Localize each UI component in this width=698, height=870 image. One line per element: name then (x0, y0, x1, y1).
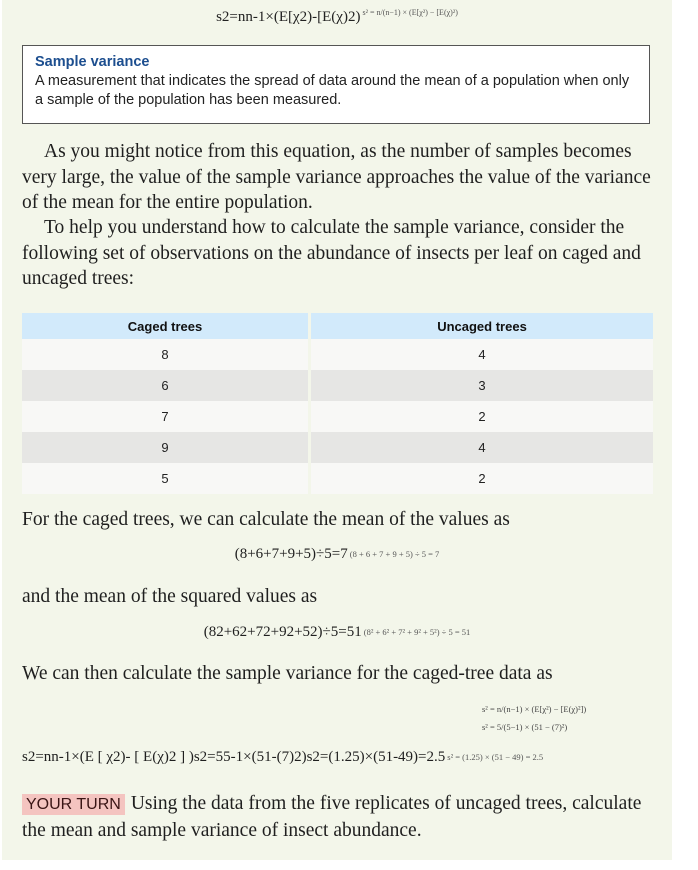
table-cell: 3 (310, 370, 654, 401)
variance-final-text: s2=nn-1×(E [ χ2)- [ E(χ)2 ] )s2=55-1×(51-(7)2)s2=(1.25)×(51-49)=2.5 (22, 749, 446, 765)
paragraph-4: and the mean of the squared values as (22, 586, 318, 607)
your-turn-paragraph (22, 791, 662, 843)
table-row (22, 463, 653, 494)
table-cell: 7 (22, 401, 310, 432)
page (2, 0, 672, 860)
table-cell: 9 (22, 432, 310, 463)
paragraph-3: For the caged trees, we can calculate the mean of the values as (22, 509, 510, 530)
your-turn-text: Using the data from the five replicates of uncaged trees, calculate the mean and sample variance of insect abundance. (22, 793, 642, 841)
top-equation-text: s2=nn-1×(E[χ2)-[E(χ)2) (216, 9, 361, 25)
variance-block (482, 700, 586, 736)
table-cell: 4 (310, 432, 654, 463)
table-row (22, 401, 653, 432)
table-cell: 8 (22, 339, 310, 370)
your-turn-label: YOUR TURN (22, 794, 125, 815)
paragraph-1: As you might notice from this equation, as the number of samples becomes very large, the value of the sample variance approaches the value of the variance of the mean for the entire population. (22, 141, 651, 213)
table-row (22, 432, 653, 463)
squares-equation (2, 624, 672, 641)
squares-equation-rendered: (8² + 6² + 7² + 9² + 5²) ÷ 5 = 51 (363, 627, 471, 637)
variance-line-2: s² = 5/(5−1) × (51 − (7)²) (482, 722, 568, 732)
table-cell: 6 (22, 370, 310, 401)
observations-table (22, 313, 653, 494)
definition-text: A measurement that indicates the spread of data around the mean of a population when only a sample of the population has been measured. (35, 73, 630, 108)
top-equation (2, 8, 672, 26)
table-header-row (22, 313, 653, 339)
table-cell: 2 (310, 401, 654, 432)
paragraph-5: We can then calculate the sample variance for the caged-tree data as (22, 663, 553, 684)
variance-line-1: s² = n/(n−1) × (E[χ²) − [E(χ)²]) (482, 704, 587, 714)
paragraph-2: To help you understand how to calculate the sample variance, consider the following set of observations on the abundance of insects per leaf on caged and uncaged trees: (22, 217, 641, 289)
table-cell: 5 (22, 463, 310, 494)
table-row (22, 339, 653, 370)
definition-term: Sample variance (35, 54, 150, 70)
header-caged: Caged trees (22, 313, 310, 339)
mean-equation-text: (8+6+7+9+5)÷5=7 (234, 546, 348, 562)
mean-equation (2, 546, 672, 563)
definition-box (22, 45, 650, 124)
table-cell: 4 (310, 339, 654, 370)
table-row (22, 370, 653, 401)
mean-equation-rendered: (8 + 6 + 7 + 9 + 5) ÷ 5 = 7 (349, 549, 440, 559)
squares-equation-text: (82+62+72+92+52)÷5=51 (203, 624, 362, 640)
header-uncaged: Uncaged trees (310, 313, 654, 339)
variance-final-equation (22, 749, 543, 766)
variance-line-3: s² = (1.25) × (51 − 49) = 2.5 (447, 752, 544, 762)
top-equation-rendered: s² = n/(n−1) × (E[χ²) − [E(χ)²) (362, 8, 458, 17)
table-cell: 2 (310, 463, 654, 494)
